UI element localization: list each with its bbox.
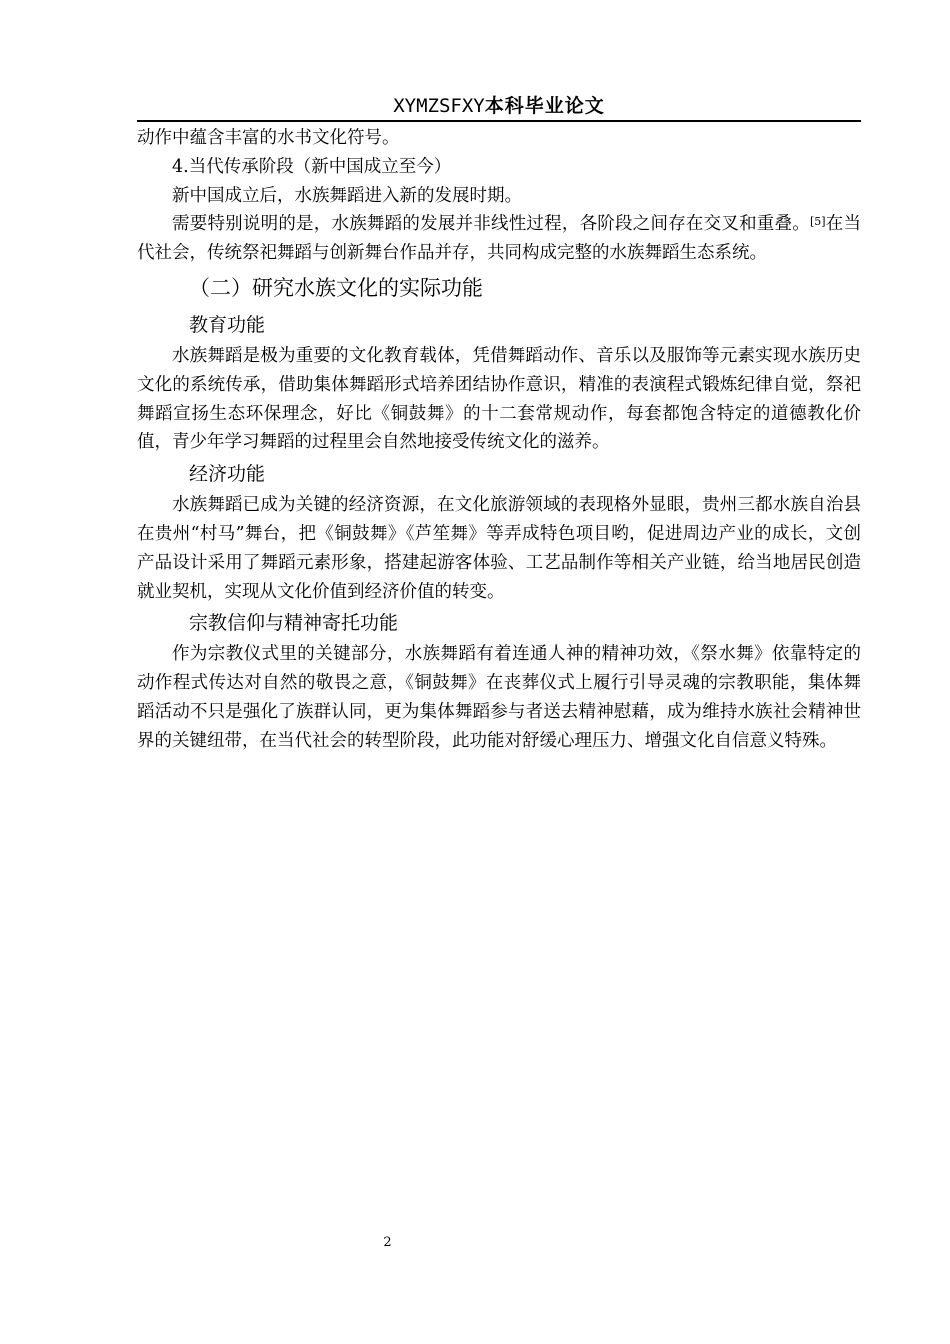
paragraph-economy: 水族舞蹈已成为关键的经济资源，在文化旅游领域的表现格外显眼，贵州三都水族自治县在贵州“村马”舞台，把《铜鼓舞》《芦笙舞》等弄成特色项目哟，促进周边产业的成长，文创产品设计采用了舞蹈元素形象，搭建起游客体验、工艺品制作等相关产业链，给当地居民创造就业契机，实现从文化价值到经济价值的转变。: [137, 495, 861, 602]
note-text-a: 需要特别说明的是，水族舞蹈的发展并非线性过程，各阶段之间存在交叉和重叠。: [172, 214, 810, 235]
paragraph-special-note: [137, 210, 861, 268]
paragraph-new-china: 新中国成立后，水族舞蹈进入新的发展时期。: [172, 185, 522, 206]
page-number: 2: [383, 1235, 392, 1250]
subheading-religion: 宗教信仰与精神寄托功能: [189, 612, 399, 635]
paragraph-education: 水族舞蹈是极为重要的文化教育载体，凭借舞蹈动作、音乐以及服饰等元素实现水族历史文化的系统传承，借助集体舞蹈形式培养团结协作意识，精准的表演程式锻炼纪律自觉，祭祀舞蹈宣扬生态环保理念，好比《铜鼓舞》的十二套常规动作，每套都饱含特定的道德教化价值，青少年学习舞蹈的过程里会自然地接受传统文化的滋养。: [137, 345, 861, 453]
note-text-b: 在当代社会，传统祭祀舞蹈与创新舞台作品并存，共同构成完整的水族舞蹈生态系统。: [137, 214, 862, 264]
body-content: [137, 124, 861, 756]
subheading-economy: 经济功能: [189, 463, 266, 486]
header-thesis-label: 本科毕业论文: [484, 95, 605, 117]
running-header: [137, 90, 861, 122]
paragraph-religion: 作为宗教仪式里的关键部分，水族舞蹈有着连通人神的精神功效，《祭水舞》依靠特定的动作程式传达对自然的敬畏之意，《铜鼓舞》在丧葬仪式上履行引导灵魂的宗教职能，集体舞蹈活动不只是强化了族群认同，更为集体舞蹈参与者送去精神慰藉，成为维持水族社会精神世界的关键纽带，在当代社会的转型阶段，此功能对舒缓心理压力、增强文化自信意义特殊。: [137, 644, 861, 751]
header-school-code: XYMZSFXY: [393, 95, 485, 117]
section-heading: （二）研究水族文化的实际功能: [189, 275, 483, 300]
paragraph-continuation: 动作中蕴含丰富的水书文化符号。: [137, 128, 400, 148]
paragraph-stage-4: 4.当代传承阶段（新中国成立至今）: [172, 156, 452, 177]
subheading-education: 教育功能: [189, 313, 266, 336]
citation-reference: [5]: [809, 215, 826, 229]
